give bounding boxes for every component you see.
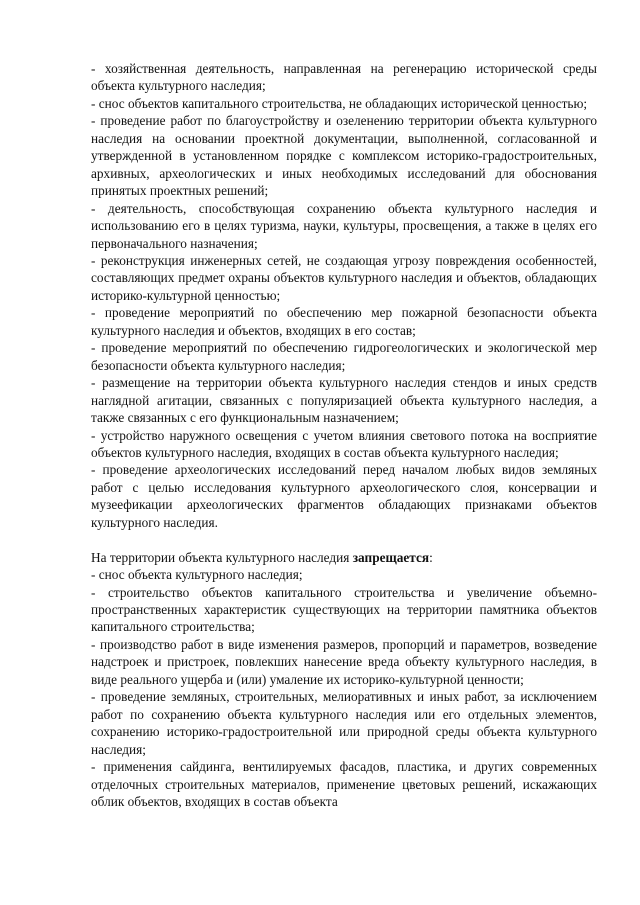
list-item: - строительство объектов капитального строительства и увеличение объемно-пространственных характеристик существующих на территории памятника объектов капитального строительства; bbox=[91, 584, 597, 635]
list-item: - проведение мероприятий по обеспечению гидрогеологических и экологической мер безопасности объекта культурного наследия; bbox=[91, 340, 597, 373]
prohibited-keyword: запрещается bbox=[352, 549, 430, 565]
prohibited-intro-colon: : bbox=[429, 549, 433, 565]
list-item: - производство работ в виде изменения размеров, пропорций и параметров, возведение надстроек и пристроек, повлекших нанесение вреда объекту культурного наследия, в виде реального ущерба и (или) умаление их историко-культурной ценности; bbox=[91, 636, 597, 687]
list-item: - проведение работ по благоустройству и озеленению территории объекта культурного наследия на основании проектной документации, выполненной, согласованной и утвержденной в установленном порядке с комплексом историко-градостроительных, архивных, археологических и иных необходимых исследований для обоснования принятых проектных решений; bbox=[91, 113, 597, 199]
document-page bbox=[91, 60, 597, 810]
list-item: - хозяйственная деятельность, направленная на регенерацию исторической среды объекта культурного наследия; bbox=[91, 61, 597, 94]
prohibited-activities-list bbox=[91, 566, 597, 810]
list-item: - проведение археологических исследований перед началом любых видов земляных работ с целью исследования культурного археологического слоя, консервации и музеефикации археологических фрагментов обладающих признаками объектов культурного наследия. bbox=[91, 462, 597, 530]
list-item: - снос объекта культурного наследия; bbox=[91, 567, 303, 583]
list-item: - реконструкция инженерных сетей, не создающая угрозу повреждения особенностей, составляющих предмет охраны объектов культурного наследия и объектов, обладающих историко-культурной ценностью; bbox=[91, 252, 597, 303]
list-item: - применения сайдинга, вентилируемых фасадов, пластика, и других современных отделочных строительных материалов, применение цветовых решений, искажающих облик объектов, входящих в состав объекта bbox=[91, 759, 597, 810]
prohibited-intro-text: На территории объекта культурного наследия bbox=[91, 549, 353, 565]
allowed-activities-list bbox=[91, 60, 597, 531]
list-item: - устройство наружного освещения с учетом влияния светового потока на восприятие объектов культурного наследия, входящих в состав объекта культурного наследия; bbox=[91, 427, 597, 460]
paragraph-gap bbox=[91, 531, 597, 548]
list-item: - снос объектов капитального строительства, не обладающих исторической ценностью; bbox=[91, 95, 588, 111]
list-item: - проведение земляных, строительных, мелиоративных и иных работ, за исключением работ по сохранению объекта культурного наследия или его отдельных элементов, сохранению историко-градостроительной или природной среды объекта культурного наследия; bbox=[91, 689, 597, 757]
list-item: - размещение на территории объекта культурного наследия стендов и иных средств наглядной агитации, связанных с популяризацией объекта культурного наследия, а также связанных с его функциональным назначением; bbox=[91, 375, 597, 426]
prohibited-intro bbox=[91, 549, 597, 566]
list-item: - проведение мероприятий по обеспечению мер пожарной безопасности объекта культурного наследия и объектов, входящих в его состав; bbox=[91, 305, 597, 338]
list-item: - деятельность, способствующая сохранению объекта культурного наследия и использованию его в целях туризма, науки, культуры, просвещения, а также в целях его первоначального назначения; bbox=[91, 200, 597, 251]
